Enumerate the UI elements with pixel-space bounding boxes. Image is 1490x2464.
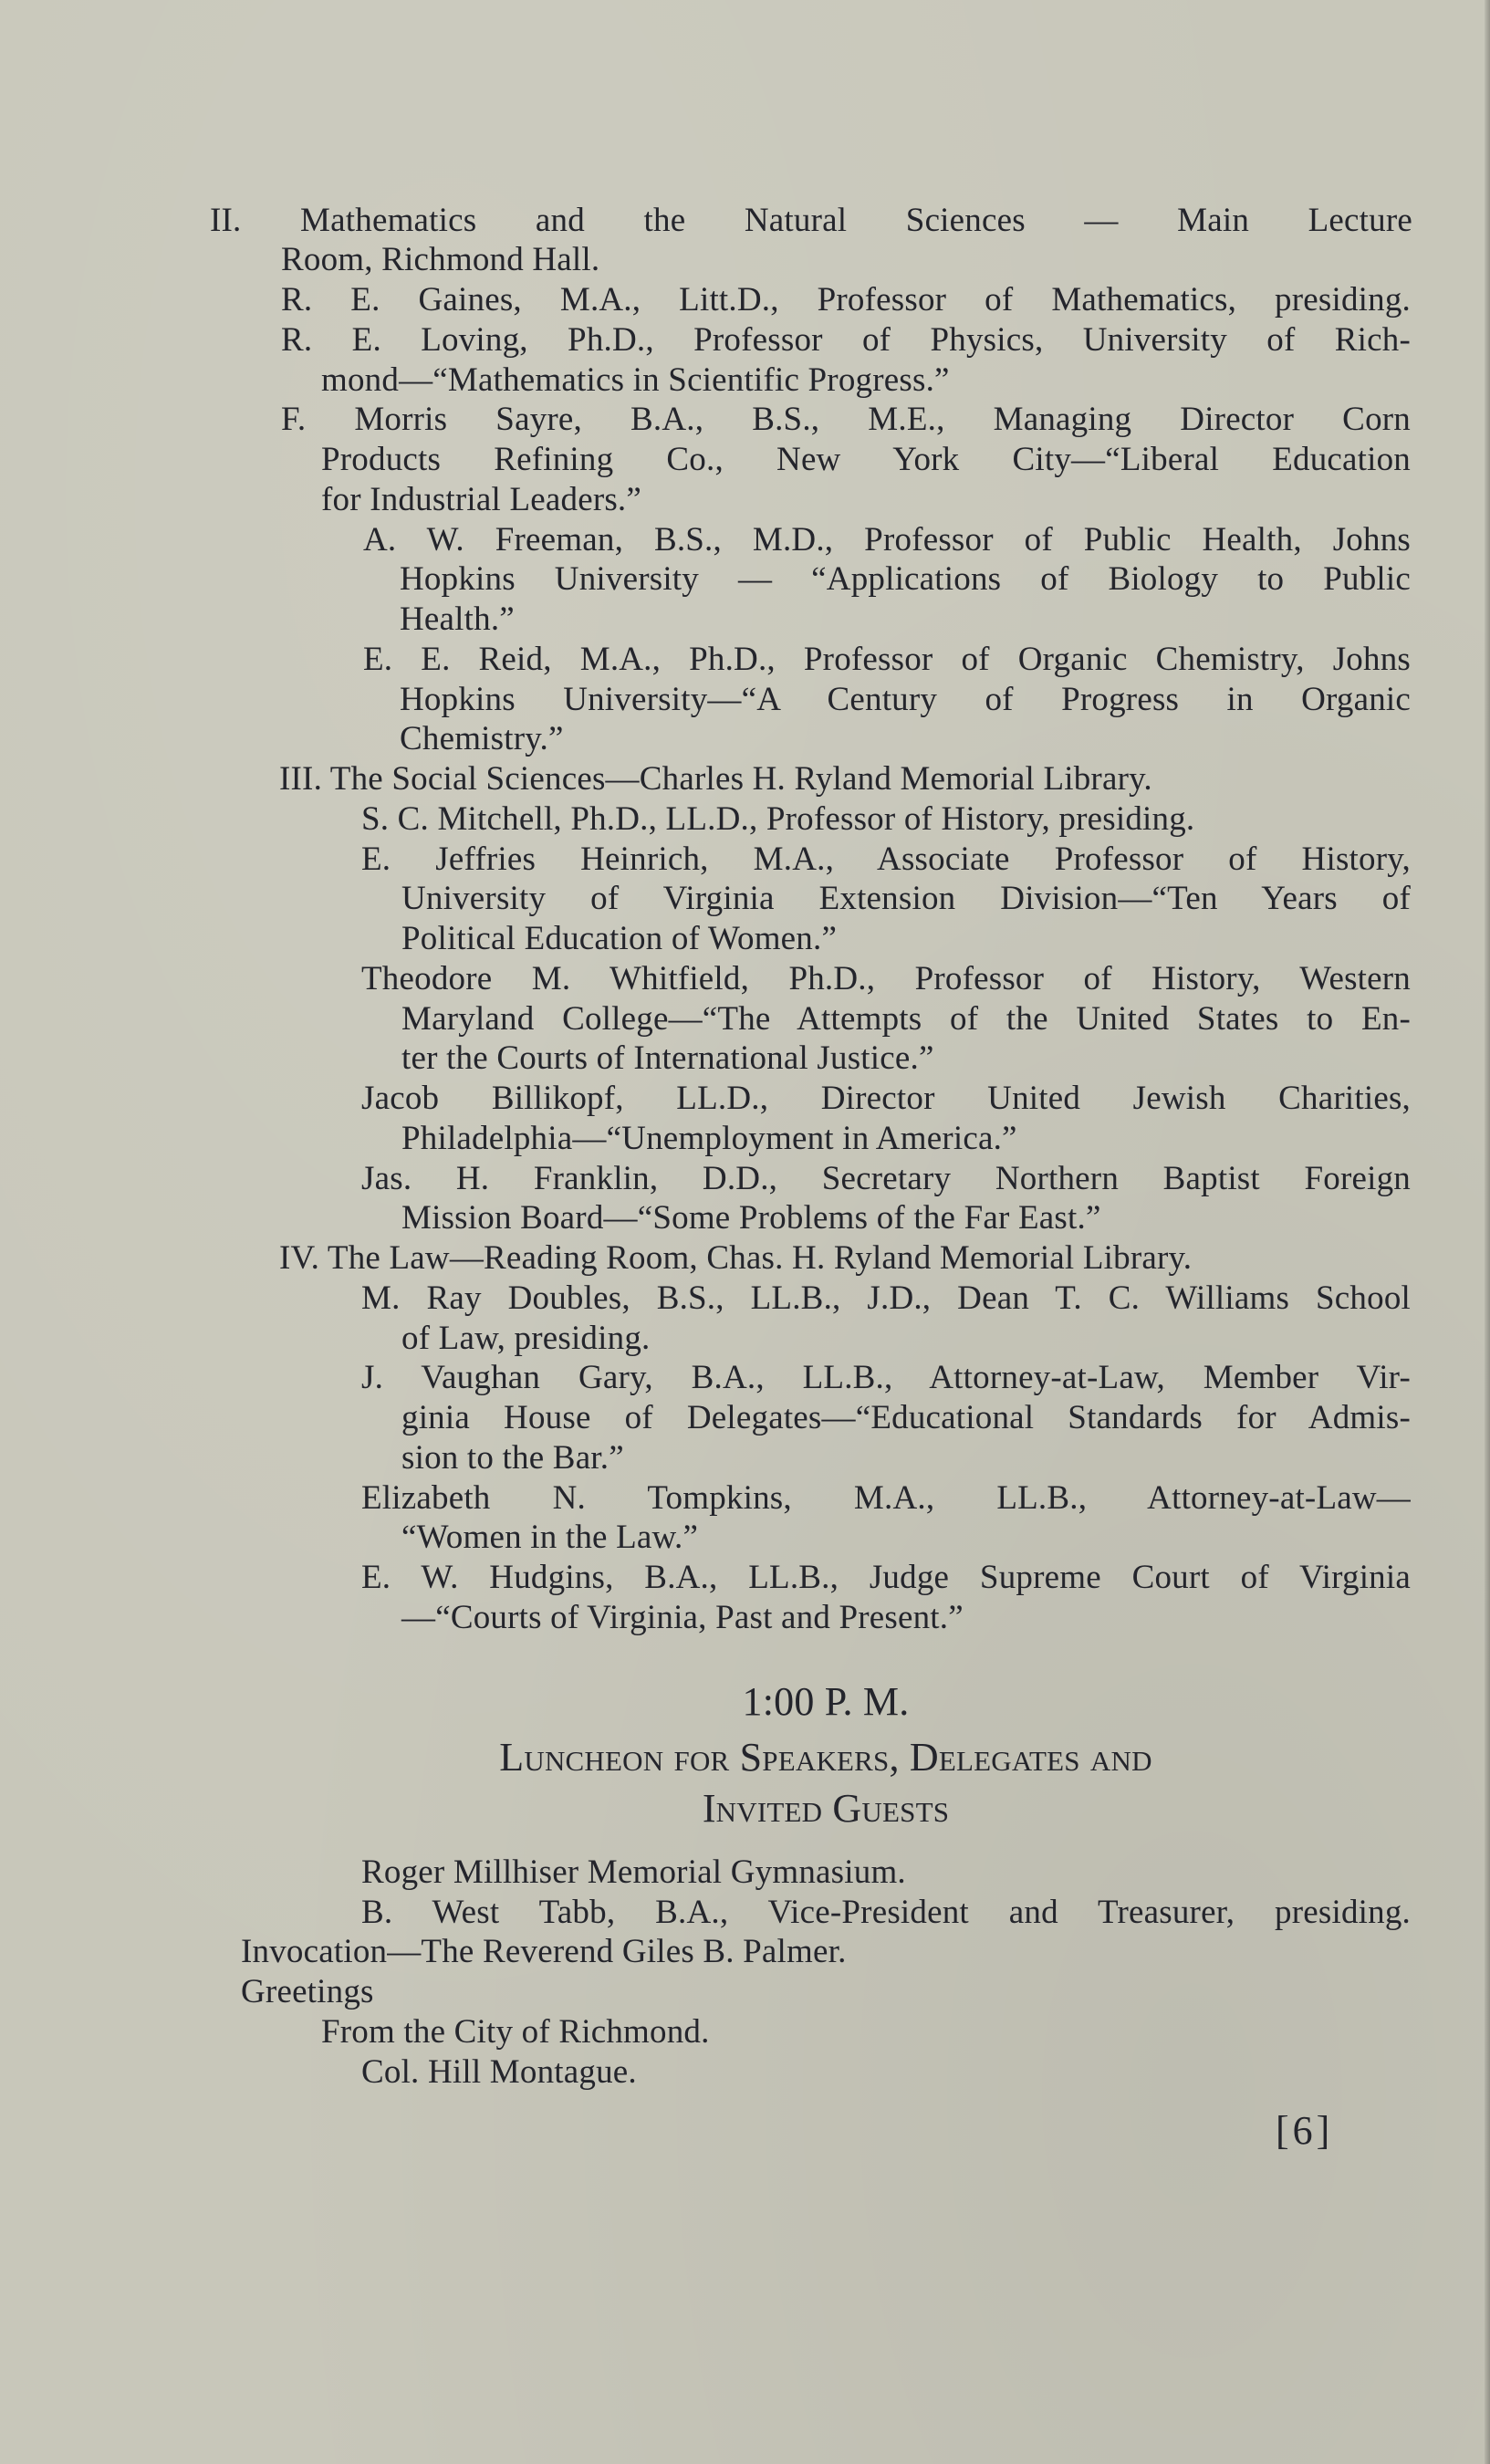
text-line: Greetings bbox=[241, 1973, 374, 2010]
text-line: Political Education of Women.” bbox=[401, 920, 838, 957]
luncheon-heading: Luncheon for Speakers, Delegates and bbox=[499, 1735, 1152, 1780]
text-line: Products Refining Co., New York City—“Liberal Education bbox=[321, 441, 1411, 478]
text-line: F. Morris Sayre, B.A., B.S., M.E., Managing Director Corn bbox=[281, 401, 1411, 438]
text-line: Health.” bbox=[400, 600, 515, 638]
text-line: A. W. Freeman, B.S., M.D., Professor of Public Health, Johns bbox=[363, 521, 1411, 559]
section-heading-law: IV. The Law—Reading Room, Chas. H. Ryland Memorial Library. bbox=[279, 1239, 1193, 1277]
text-line: —“Courts of Virginia, Past and Present.” bbox=[401, 1599, 964, 1636]
text-line: Chemistry.” bbox=[400, 720, 564, 757]
page-number: [6] bbox=[1276, 2108, 1334, 2153]
text-line: Philadelphia—“Unemployment in America.” bbox=[401, 1120, 1017, 1157]
text-line: Room, Richmond Hall. bbox=[281, 241, 600, 278]
text-line: J. Vaughan Gary, B.A., LL.B., Attorney-at-Law, Member Vir- bbox=[361, 1359, 1411, 1396]
text-line: From the City of Richmond. bbox=[321, 2013, 710, 2051]
text-line: Hopkins University—“A Century of Progress in Organic bbox=[400, 681, 1411, 718]
text-line: “Women in the Law.” bbox=[401, 1519, 699, 1556]
text-line: Theodore M. Whitfield, Ph.D., Professor of History, Western bbox=[361, 960, 1411, 997]
text-line: E. W. Hudgins, B.A., LL.B., Judge Supreme Court of Virginia bbox=[361, 1559, 1411, 1596]
text-line: M. Ray Doubles, B.S., LL.B., J.D., Dean T. C. Williams School bbox=[361, 1279, 1411, 1317]
text-line: mond—“Mathematics in Scientific Progress.” bbox=[321, 361, 950, 399]
text-line: ter the Courts of International Justice.” bbox=[401, 1039, 934, 1077]
time-heading: 1:00 P. M. bbox=[742, 1679, 910, 1724]
text-line: ginia House of Delegates—“Educational Standards for Admis- bbox=[401, 1399, 1411, 1436]
text-line: B. West Tabb, B.A., Vice-President and Treasurer, presiding. bbox=[361, 1894, 1411, 1931]
text-line: E. E. Reid, M.A., Ph.D., Professor of Organic Chemistry, Johns bbox=[363, 641, 1411, 678]
text-line: Mission Board—“Some Problems of the Far East.” bbox=[401, 1199, 1101, 1237]
text-line: Jacob Billikopf, LL.D., Director United Jewish Charities, bbox=[361, 1080, 1411, 1117]
text-line: E. Jeffries Heinrich, M.A., Associate Professor of History, bbox=[361, 840, 1411, 878]
text-line: Invocation—The Reverend Giles B. Palmer. bbox=[241, 1933, 847, 1970]
text-line: University of Virginia Extension Division—“Ten Years of bbox=[401, 880, 1411, 917]
text-line: R. E. Gaines, M.A., Litt.D., Professor of Mathematics, presiding. bbox=[281, 281, 1411, 318]
text-line: Roger Millhiser Memorial Gymnasium. bbox=[361, 1853, 906, 1891]
text-line: Hopkins University — “Applications of Biology to Public bbox=[400, 560, 1411, 598]
text-line: of Law, presiding. bbox=[401, 1320, 651, 1357]
text-line: Maryland College—“The Attempts of the United States to En- bbox=[401, 1000, 1411, 1038]
text-line: S. C. Mitchell, Ph.D., LL.D., Professor of History, presiding. bbox=[361, 800, 1195, 838]
text-line: R. E. Loving, Ph.D., Professor of Physics, University of Rich- bbox=[281, 321, 1411, 359]
luncheon-heading-continued: Invited Guests bbox=[702, 1786, 950, 1831]
text-line: for Industrial Leaders.” bbox=[321, 481, 642, 518]
section-heading-mathematics: II. Mathematics and the Natural Sciences — Main Lecture bbox=[210, 202, 1412, 239]
text-line: Elizabeth N. Tompkins, M.A., LL.B., Attorney-at-Law— bbox=[361, 1479, 1411, 1517]
section-heading-social-sciences: III. The Social Sciences—Charles H. Ryland Memorial Library. bbox=[279, 760, 1152, 798]
text-line: Col. Hill Montague. bbox=[361, 2053, 637, 2091]
text-line: sion to the Bar.” bbox=[401, 1439, 624, 1477]
text-line: Jas. H. Franklin, D.D., Secretary Northern Baptist Foreign bbox=[361, 1160, 1411, 1197]
